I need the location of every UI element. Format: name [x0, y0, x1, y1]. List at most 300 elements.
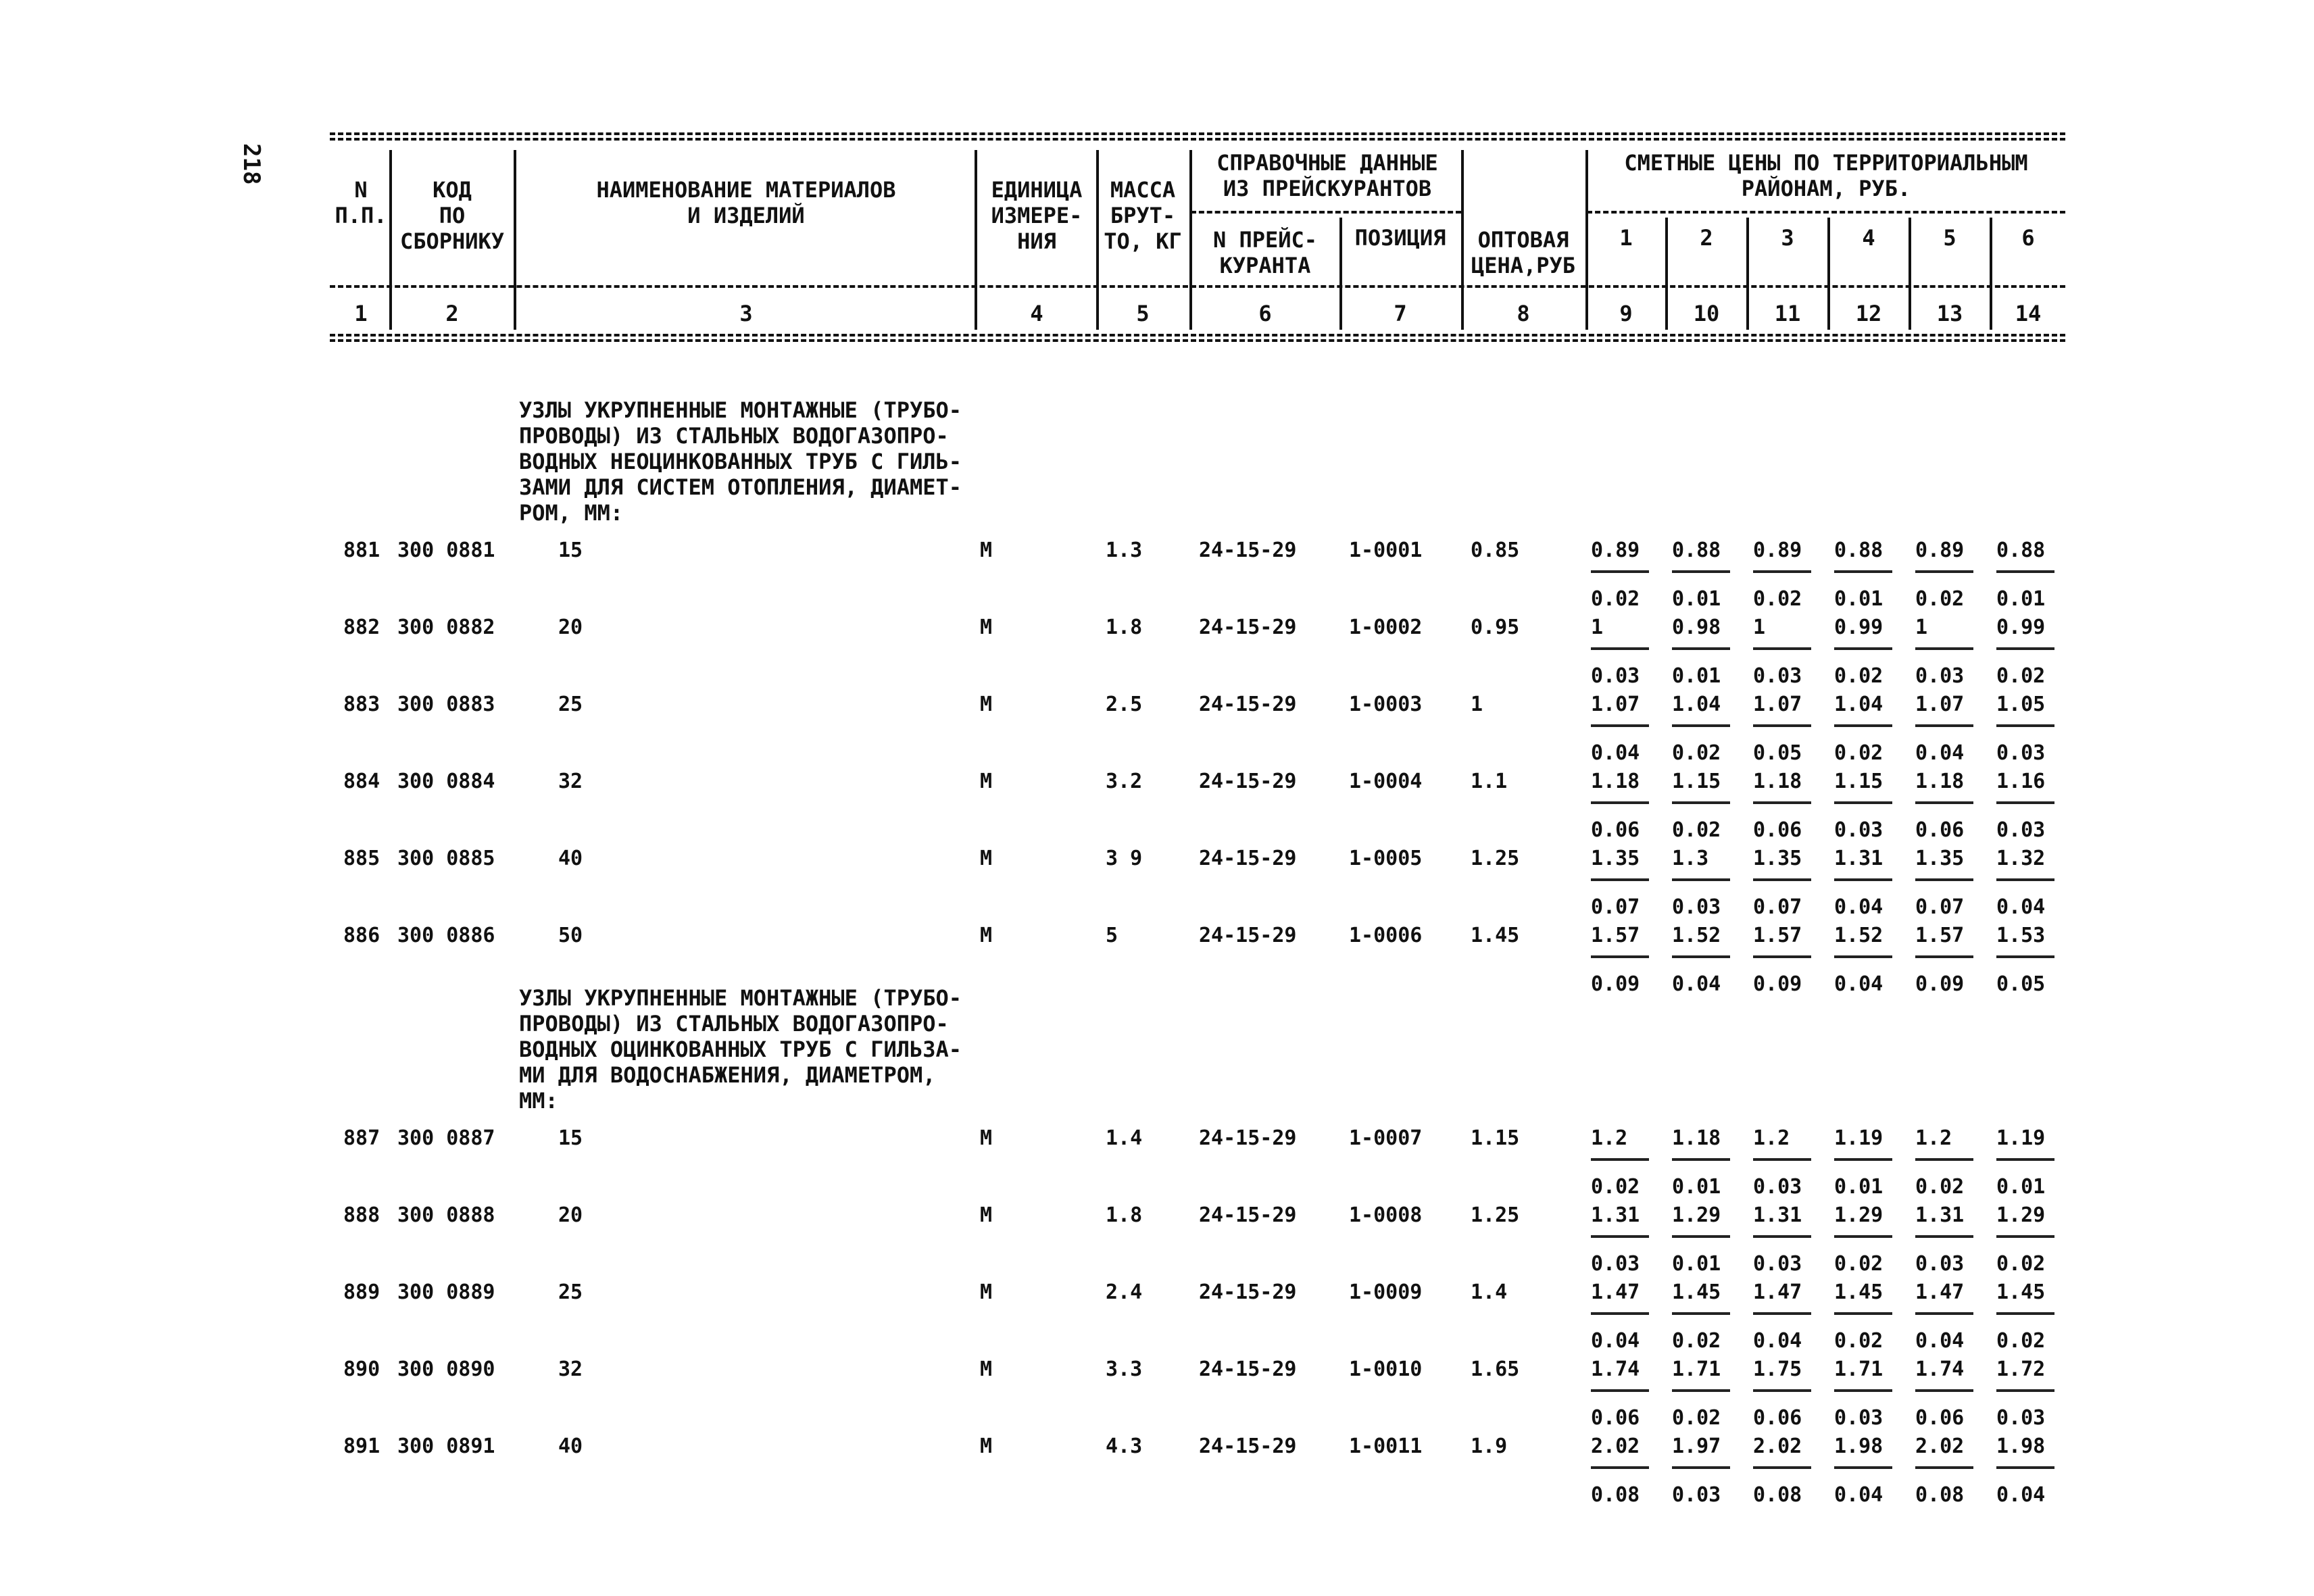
- region-price: 1.18: [1672, 1126, 1721, 1150]
- price-divider: [1753, 1466, 1811, 1469]
- region-subprice: 0.01: [1672, 1175, 1721, 1199]
- price-divider: [1915, 1158, 1973, 1161]
- price-divider: [1915, 647, 1973, 650]
- row-name: 15: [558, 1126, 583, 1150]
- price-divider: [1672, 801, 1730, 804]
- price-divider: [1672, 570, 1730, 573]
- row-unit: М: [980, 1203, 993, 1227]
- price-divider: [1591, 1312, 1649, 1315]
- region-price: 0.88: [1672, 539, 1721, 562]
- region-subprice: 0.02: [1591, 1175, 1640, 1199]
- header-mass: МАССА БРУТ- ТО, КГ: [1104, 177, 1182, 254]
- region-subprice: 0.06: [1753, 818, 1802, 842]
- row-name: 50: [558, 924, 583, 947]
- region-subprice: 0.01: [1996, 1175, 2046, 1199]
- row-code: 300 0886: [397, 924, 495, 947]
- header-npp: N П.П.: [335, 177, 387, 228]
- row-code: 300 0884: [397, 770, 495, 793]
- header-bottom-rule-2: [330, 339, 2065, 342]
- region-price: 1: [1915, 616, 1928, 639]
- region-price: 1.45: [1834, 1280, 1884, 1304]
- price-divider: [1996, 955, 2054, 958]
- region-subprice: 0.02: [1591, 587, 1640, 611]
- row-number: 886: [343, 924, 380, 947]
- col-number: 14: [2015, 301, 2042, 326]
- col-number: 9: [1619, 301, 1633, 326]
- region-subprice: 0.08: [1753, 1483, 1802, 1507]
- price-divider: [1672, 1466, 1730, 1469]
- region-price: 1.3: [1672, 847, 1709, 870]
- row-mass: 1.8: [1106, 1203, 1143, 1227]
- region-price: 1.2: [1591, 1126, 1628, 1150]
- region-subprice: 0.03: [1996, 741, 2046, 765]
- row-number: 890: [343, 1357, 380, 1381]
- col-number: 11: [1774, 301, 1801, 326]
- row-unit: М: [980, 1126, 993, 1150]
- row-position: 1-0005: [1349, 847, 1423, 870]
- col-separator: [1827, 218, 1830, 330]
- col-number: 7: [1394, 301, 1407, 326]
- region-price: 1.74: [1915, 1357, 1965, 1381]
- price-divider: [1753, 1235, 1811, 1238]
- price-divider: [1672, 955, 1730, 958]
- region-price: 1.2: [1753, 1126, 1790, 1150]
- price-divider: [1834, 1235, 1892, 1238]
- region-subprice: 0.03: [1591, 664, 1640, 688]
- price-divider: [1996, 878, 2054, 881]
- price-divider: [1915, 1235, 1973, 1238]
- row-unit: М: [980, 924, 993, 947]
- region-subprice: 0.03: [1915, 664, 1965, 688]
- header-sub-rule: [1587, 211, 2065, 214]
- row-mass: 1.3: [1106, 539, 1143, 562]
- region-subprice: 0.04: [1834, 895, 1884, 919]
- price-divider: [1753, 647, 1811, 650]
- col-separator: [1665, 218, 1668, 330]
- col-number: 12: [1855, 301, 1882, 326]
- row-mass: 3.3: [1106, 1357, 1143, 1381]
- region-price: 1.57: [1915, 924, 1965, 947]
- region-price: 1.15: [1834, 770, 1884, 793]
- region-price: 1.57: [1753, 924, 1802, 947]
- row-position: 1-0009: [1349, 1280, 1423, 1304]
- region-subprice: 0.03: [1672, 1483, 1721, 1507]
- region-price: 1.47: [1915, 1280, 1965, 1304]
- region-subprice: 0.02: [1996, 1252, 2046, 1276]
- region-subprice: 0.04: [1915, 1329, 1965, 1353]
- region-price: 1.35: [1753, 847, 1802, 870]
- region-subprice: 0.03: [1834, 818, 1884, 842]
- price-divider: [1591, 724, 1649, 727]
- region-price: 1.31: [1753, 1203, 1802, 1227]
- row-mass: 5: [1106, 924, 1118, 947]
- region-subprice: 0.07: [1753, 895, 1802, 919]
- row-number: 888: [343, 1203, 380, 1227]
- row-name: 25: [558, 693, 583, 716]
- region-subprice: 0.03: [1996, 818, 2046, 842]
- region-subprice: 0.02: [1672, 741, 1721, 765]
- region-price: 1.05: [1996, 693, 2046, 716]
- col-number: 10: [1693, 301, 1720, 326]
- region-subprice: 0.04: [1996, 1483, 2046, 1507]
- row-number: 889: [343, 1280, 380, 1304]
- region-price: 1.45: [1672, 1280, 1721, 1304]
- region-subprice: 0.03: [1672, 895, 1721, 919]
- price-divider: [1672, 1389, 1730, 1392]
- col-separator: [1189, 150, 1192, 330]
- price-divider: [1996, 570, 2054, 573]
- region-price: 2.02: [1753, 1435, 1802, 1458]
- region-subprice: 0.08: [1591, 1483, 1640, 1507]
- col-number: 3: [739, 301, 753, 326]
- region-price: 1.72: [1996, 1357, 2046, 1381]
- row-code: 300 0883: [397, 693, 495, 716]
- region-subprice: 0.01: [1672, 1252, 1721, 1276]
- header-position: ПОЗИЦИЯ: [1354, 225, 1446, 251]
- price-divider: [1834, 724, 1892, 727]
- region-subprice: 0.01: [1672, 587, 1721, 611]
- price-divider: [1591, 570, 1649, 573]
- region-price: 1.19: [1996, 1126, 2046, 1150]
- region-price: 0.89: [1753, 539, 1802, 562]
- price-divider: [1591, 1389, 1649, 1392]
- region-subprice: 0.09: [1915, 972, 1965, 996]
- col-number: 6: [1258, 301, 1272, 326]
- row-pricelist: 24-15-29: [1199, 924, 1297, 947]
- price-divider: [1672, 647, 1730, 650]
- price-divider: [1753, 570, 1811, 573]
- region-subprice: 0.04: [1753, 1329, 1802, 1353]
- row-unit: М: [980, 847, 993, 870]
- row-code: 300 0888: [397, 1203, 495, 1227]
- row-unit: М: [980, 1435, 993, 1458]
- row-mass: 2.4: [1106, 1280, 1143, 1304]
- region-subprice: 0.04: [1915, 741, 1965, 765]
- region-subprice: 0.04: [1591, 741, 1640, 765]
- region-subprice: 0.01: [1996, 587, 2046, 611]
- price-divider: [1753, 801, 1811, 804]
- region-price: 1.04: [1834, 693, 1884, 716]
- region-subprice: 0.02: [1996, 1329, 2046, 1353]
- row-wholesale: 1.9: [1471, 1435, 1508, 1458]
- region-subprice: 0.09: [1753, 972, 1802, 996]
- row-mass: 4.3: [1106, 1435, 1143, 1458]
- col-separator: [514, 150, 516, 330]
- region-num: 6: [2021, 225, 2035, 251]
- region-subprice: 0.04: [1591, 1329, 1640, 1353]
- region-price: 0.99: [1834, 616, 1884, 639]
- price-divider: [1672, 1235, 1730, 1238]
- price-divider: [1996, 1158, 2054, 1161]
- region-subprice: 0.02: [1996, 664, 2046, 688]
- region-price: 1.18: [1591, 770, 1640, 793]
- header-wholesale: ОПТОВАЯ ЦЕНА,РУБ: [1471, 227, 1576, 278]
- region-subprice: 0.01: [1834, 1175, 1884, 1199]
- region-subprice: 0.02: [1834, 741, 1884, 765]
- region-price: 1.57: [1591, 924, 1640, 947]
- price-divider: [1915, 878, 1973, 881]
- region-price: 1.18: [1915, 770, 1965, 793]
- region-price: 0.89: [1915, 539, 1965, 562]
- price-divider: [1915, 570, 1973, 573]
- region-subprice: 0.03: [1753, 1252, 1802, 1276]
- region-subprice: 0.02: [1672, 1329, 1721, 1353]
- region-price: 1.47: [1591, 1280, 1640, 1304]
- price-divider: [1753, 1389, 1811, 1392]
- price-divider: [1591, 1235, 1649, 1238]
- price-divider: [1753, 1312, 1811, 1315]
- price-divider: [1915, 955, 1973, 958]
- row-wholesale: 1.15: [1471, 1126, 1520, 1150]
- price-divider: [1996, 647, 2054, 650]
- header-ref: СПРАВОЧНЫЕ ДАННЫЕ ИЗ ПРЕЙСКУРАНТОВ: [1216, 150, 1438, 201]
- region-subprice: 0.02: [1834, 1252, 1884, 1276]
- row-position: 1-0007: [1349, 1126, 1423, 1150]
- row-pricelist: 24-15-29: [1199, 616, 1297, 639]
- region-num: 5: [1943, 225, 1956, 251]
- region-price: 1: [1591, 616, 1604, 639]
- col-number: 2: [445, 301, 459, 326]
- col-separator: [1909, 218, 1911, 330]
- row-pricelist: 24-15-29: [1199, 1357, 1297, 1381]
- price-divider: [1996, 1466, 2054, 1469]
- row-pricelist: 24-15-29: [1199, 1203, 1297, 1227]
- region-price: 1.18: [1753, 770, 1802, 793]
- region-subprice: 0.07: [1915, 895, 1965, 919]
- price-divider: [1834, 1466, 1892, 1469]
- price-divider: [1834, 1389, 1892, 1392]
- price-divider: [1672, 1312, 1730, 1315]
- region-price: 1: [1753, 616, 1766, 639]
- row-name: 40: [558, 1435, 583, 1458]
- row-mass: 2.5: [1106, 693, 1143, 716]
- region-subprice: 0.03: [1753, 664, 1802, 688]
- section-heading: УЗЛЫ УКРУПНЕННЫЕ МОНТАЖНЫЕ (ТРУБО- ПРОВОДЫ) ИЗ СТАЛЬНЫХ ВОДОГАЗОПРО- ВОДНЫХ ОЦИНКОВАННЫХ ТРУБ С ГИЛЬЗА- МИ ДЛЯ ВОДОСНАБЖЕНИЯ, ДИАМЕТРОМ, ММ:: [519, 985, 962, 1114]
- price-divider: [1753, 955, 1811, 958]
- row-wholesale: 1.4: [1471, 1280, 1508, 1304]
- col-separator: [1339, 218, 1342, 330]
- row-unit: М: [980, 693, 993, 716]
- row-unit: М: [980, 1357, 993, 1381]
- row-position: 1-0006: [1349, 924, 1423, 947]
- price-divider: [1672, 724, 1730, 727]
- price-divider: [1915, 1466, 1973, 1469]
- region-subprice: 0.07: [1591, 895, 1640, 919]
- region-price: 1.98: [1996, 1435, 2046, 1458]
- region-price: 1.97: [1672, 1435, 1721, 1458]
- region-subprice: 0.02: [1672, 1406, 1721, 1430]
- row-name: 15: [558, 539, 583, 562]
- row-name: 20: [558, 1203, 583, 1227]
- row-position: 1-0002: [1349, 616, 1423, 639]
- region-price: 1.75: [1753, 1357, 1802, 1381]
- header-kod: КОД ПО СБОРНИКУ: [399, 177, 505, 254]
- region-price: 1.45: [1996, 1280, 2046, 1304]
- region-price: 1.04: [1672, 693, 1721, 716]
- region-price: 1.29: [1672, 1203, 1721, 1227]
- region-subprice: 0.04: [1834, 972, 1884, 996]
- price-divider: [1753, 1158, 1811, 1161]
- row-number: 882: [343, 616, 380, 639]
- region-price: 1.71: [1672, 1357, 1721, 1381]
- row-wholesale: 1.25: [1471, 847, 1520, 870]
- region-subprice: 0.02: [1672, 818, 1721, 842]
- page-number: 218: [238, 143, 265, 185]
- region-price: 0.88: [1996, 539, 2046, 562]
- row-pricelist: 24-15-29: [1199, 1126, 1297, 1150]
- region-price: 1.74: [1591, 1357, 1640, 1381]
- price-divider: [1996, 1235, 2054, 1238]
- row-wholesale: 0.95: [1471, 616, 1520, 639]
- row-position: 1-0010: [1349, 1357, 1423, 1381]
- region-price: 0.89: [1591, 539, 1640, 562]
- row-mass: 3 9: [1106, 847, 1143, 870]
- row-pricelist: 24-15-29: [1199, 693, 1297, 716]
- col-number: 13: [1936, 301, 1963, 326]
- region-price: 1.52: [1672, 924, 1721, 947]
- section-heading: УЗЛЫ УКРУПНЕННЫЕ МОНТАЖНЫЕ (ТРУБО- ПРОВОДЫ) ИЗ СТАЛЬНЫХ ВОДОГАЗОПРО- ВОДНЫХ НЕОЦИНКОВАННЫХ ТРУБ С ГИЛЬ- ЗАМИ ДЛЯ СИСТЕМ ОТОПЛЕНИЯ, ДИАМЕТ- РОМ, ММ:: [519, 397, 962, 526]
- row-number: 887: [343, 1126, 380, 1150]
- region-price: 1.31: [1834, 847, 1884, 870]
- col-separator: [1990, 218, 1992, 330]
- region-subprice: 0.02: [1915, 1175, 1965, 1199]
- region-subprice: 0.06: [1753, 1406, 1802, 1430]
- region-price: 2.02: [1915, 1435, 1965, 1458]
- col-separator: [389, 150, 392, 330]
- row-code: 300 0881: [397, 539, 495, 562]
- region-price: 1.31: [1915, 1203, 1965, 1227]
- row-pricelist: 24-15-29: [1199, 1435, 1297, 1458]
- region-price: 0.88: [1834, 539, 1884, 562]
- region-subprice: 0.03: [1915, 1252, 1965, 1276]
- price-divider: [1591, 878, 1649, 881]
- row-mass: 3.2: [1106, 770, 1143, 793]
- price-divider: [1591, 801, 1649, 804]
- region-num: 2: [1700, 225, 1713, 251]
- region-subprice: 0.03: [1591, 1252, 1640, 1276]
- price-divider: [1834, 801, 1892, 804]
- region-subprice: 0.06: [1591, 818, 1640, 842]
- region-price: 1.35: [1591, 847, 1640, 870]
- price-divider: [1753, 724, 1811, 727]
- region-subprice: 0.01: [1834, 587, 1884, 611]
- col-number: 5: [1136, 301, 1150, 326]
- row-number: 891: [343, 1435, 380, 1458]
- region-subprice: 0.06: [1591, 1406, 1640, 1430]
- row-code: 300 0891: [397, 1435, 495, 1458]
- region-price: 2.02: [1591, 1435, 1640, 1458]
- row-wholesale: 1.45: [1471, 924, 1520, 947]
- price-divider: [1915, 1389, 1973, 1392]
- region-price: 1.53: [1996, 924, 2046, 947]
- price-divider: [1834, 570, 1892, 573]
- region-subprice: 0.09: [1591, 972, 1640, 996]
- region-num: 1: [1619, 225, 1633, 251]
- row-name: 32: [558, 1357, 583, 1381]
- row-number: 883: [343, 693, 380, 716]
- row-number: 881: [343, 539, 380, 562]
- region-price: 1.52: [1834, 924, 1884, 947]
- row-pricelist: 24-15-29: [1199, 770, 1297, 793]
- region-subprice: 0.03: [1834, 1406, 1884, 1430]
- region-price: 1.19: [1834, 1126, 1884, 1150]
- price-divider: [1672, 1158, 1730, 1161]
- col-separator: [1096, 150, 1099, 330]
- region-price: 1.07: [1753, 693, 1802, 716]
- region-subprice: 0.06: [1915, 818, 1965, 842]
- row-name: 25: [558, 1280, 583, 1304]
- header-regions: СМЕТНЫЕ ЦЕНЫ ПО ТЕРРИТОРИАЛЬНЫМ РАЙОНАМ, РУБ.: [1624, 150, 2028, 201]
- header-sub-rule: [1191, 211, 1461, 214]
- header-unit: ЕДИНИЦА ИЗМЕРЕ- НИЯ: [991, 177, 1083, 254]
- price-divider: [1834, 878, 1892, 881]
- price-divider: [1591, 1158, 1649, 1161]
- price-divider: [1915, 1312, 1973, 1315]
- price-divider: [1591, 955, 1649, 958]
- price-divider: [1834, 1158, 1892, 1161]
- region-price: 1.2: [1915, 1126, 1952, 1150]
- row-code: 300 0882: [397, 616, 495, 639]
- price-divider: [1915, 801, 1973, 804]
- row-code: 300 0885: [397, 847, 495, 870]
- region-subprice: 0.04: [1834, 1483, 1884, 1507]
- region-price: 1.15: [1672, 770, 1721, 793]
- region-price: 1.29: [1834, 1203, 1884, 1227]
- price-divider: [1591, 1466, 1649, 1469]
- header-mid-rule: [330, 285, 2065, 288]
- row-position: 1-0004: [1349, 770, 1423, 793]
- row-pricelist: 24-15-29: [1199, 847, 1297, 870]
- region-price: 1.07: [1591, 693, 1640, 716]
- region-price: 1.71: [1834, 1357, 1884, 1381]
- row-pricelist: 24-15-29: [1199, 1280, 1297, 1304]
- region-subprice: 0.02: [1834, 1329, 1884, 1353]
- col-separator: [975, 150, 977, 330]
- row-number: 885: [343, 847, 380, 870]
- col-number: 8: [1517, 301, 1530, 326]
- region-price: 1.35: [1915, 847, 1965, 870]
- row-mass: 1.8: [1106, 616, 1143, 639]
- price-divider: [1672, 878, 1730, 881]
- region-price: 1.32: [1996, 847, 2046, 870]
- price-divider: [1591, 647, 1649, 650]
- col-separator: [1746, 218, 1749, 330]
- row-unit: М: [980, 1280, 993, 1304]
- price-divider: [1915, 724, 1973, 727]
- region-subprice: 0.04: [1672, 972, 1721, 996]
- region-price: 0.99: [1996, 616, 2046, 639]
- region-price: 1.98: [1834, 1435, 1884, 1458]
- row-unit: М: [980, 539, 993, 562]
- region-num: 3: [1781, 225, 1794, 251]
- row-wholesale: 1.1: [1471, 770, 1508, 793]
- region-price: 1.47: [1753, 1280, 1802, 1304]
- region-num: 4: [1862, 225, 1875, 251]
- region-subprice: 0.01: [1672, 664, 1721, 688]
- row-wholesale: 1: [1471, 693, 1483, 716]
- region-price: 1.16: [1996, 770, 2046, 793]
- region-price: 1.31: [1591, 1203, 1640, 1227]
- region-subprice: 0.02: [1915, 587, 1965, 611]
- row-code: 300 0887: [397, 1126, 495, 1150]
- region-subprice: 0.03: [1753, 1175, 1802, 1199]
- col-number: 1: [354, 301, 368, 326]
- row-name: 32: [558, 770, 583, 793]
- row-wholesale: 1.65: [1471, 1357, 1520, 1381]
- price-divider: [1834, 647, 1892, 650]
- region-price: 1.29: [1996, 1203, 2046, 1227]
- row-unit: М: [980, 616, 993, 639]
